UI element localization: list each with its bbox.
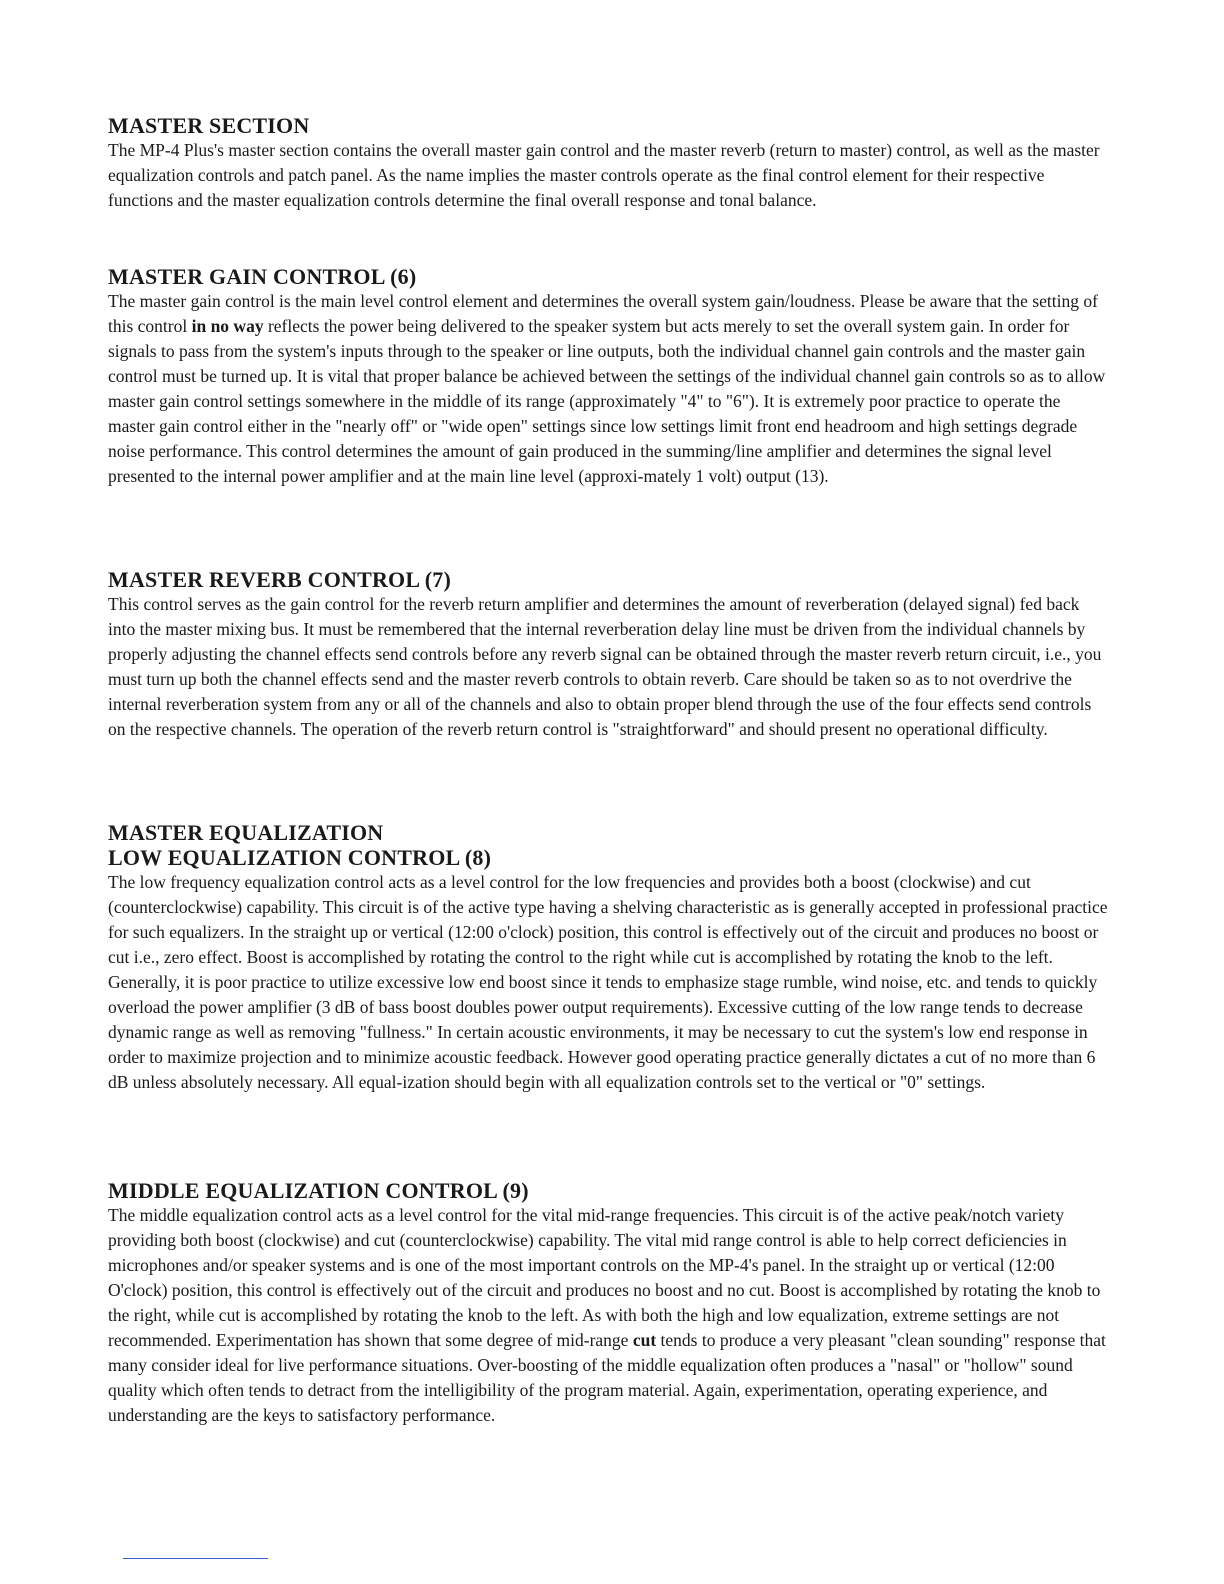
section-subheading: LOW EQUALIZATION CONTROL (8) bbox=[108, 845, 492, 870]
body-text: reflects the power being delivered to the speaker system but acts merely to set the overall system gain. In order for signals to pass from the system's inputs through to the speaker or line outputs, both the individual channel gain controls and the master gain control must be turned up. It is vital that proper balance be achieved between the settings of the individual channel gain controls so as to allow master gain control settings somewhere in the middle of its range (approximately "4" to "6"). It is extremely poor practice to operate the master gain control either in the "nearly off" or "wide open" settings since low settings limit front end headroom and high settings degrade noise performance. This control determines the amount of gain produced in the summing/line amplifier and determines the signal level presented to the internal power amplifier and at the main line level (approxi-mately 1 volt) output (13). bbox=[108, 316, 1106, 486]
section-heading: MIDDLE EQUALIZATION CONTROL (9) bbox=[108, 1178, 529, 1203]
middle-equalization-section bbox=[108, 1178, 1108, 1428]
section-heading: MASTER GAIN CONTROL (6) bbox=[108, 264, 417, 289]
footer-divider bbox=[123, 1558, 268, 1559]
section-heading: MASTER EQUALIZATION bbox=[108, 820, 384, 845]
emphasis-text: cut bbox=[632, 1330, 657, 1350]
master-section bbox=[108, 113, 1108, 213]
section-heading: MASTER REVERB CONTROL (7) bbox=[108, 567, 451, 592]
section-body bbox=[108, 1203, 1108, 1428]
body-text: The middle equalization control acts as a level control for the vital mid-range frequencies. This circuit is of the active peak/notch variety providing both boost (clockwise) and cut (counterclockwise) capability. The vital mid range control is able to help correct deficiencies in microphones and/or speaker systems and is one of the most important controls on the MP-4's panel. In the straight up or vertical (12:00 O'clock) position, this control is effectively out of the circuit and produces no boost and no cut. Boost is accomplished by rotating the knob to the right, while cut is accomplished by rotating the knob to the left. As with both the high and low equalization, extreme settings are not recommended. Experimentation has shown that some degree of mid-range bbox=[108, 1205, 1101, 1350]
section-body: The low frequency equalization control acts as a level control for the low frequencies and provides both a boost (clockwise) and cut (counterclockwise) capability. This circuit is of the active type having a shelving characteristic as is generally accepted in professional practice for such equalizers. In the straight up or vertical (12:00 o'clock) position, this control is effectively out of the circuit and produces no boost or cut i.e., zero effect. Boost is accomplished by rotating the control to the right while cut is accomplished by rotating the knob to the left. Generally, it is poor practice to utilize excessive low end boost since it tends to emphasize stage rumble, wind noise, etc. and tends to quickly overload the power amplifier (3 dB of bass boost doubles power output requirements). Excessive cutting of the low range tends to decrease dynamic range as well as removing "fullness." In certain acoustic environments, it may be necessary to cut the system's low end response in order to maximize projection and to minimize acoustic feedback. However good operating practice generally dictates a cut of no more than 6 dB unless absolutely necessary. All equal-ization should begin with all equalization controls set to the vertical or "0" settings. bbox=[108, 872, 1108, 1092]
section-body: The MP-4 Plus's master section contains the overall master gain control and the master reverb (return to master) control, as well as the master equalization controls and patch panel. As the name implies the master controls operate as the final control element for their respective functions and the master equalization controls determine the final overall response and tonal balance. bbox=[108, 140, 1100, 210]
master-gain-control-section bbox=[108, 264, 1108, 489]
section-body bbox=[108, 289, 1108, 489]
body-text: tends to produce a very pleasant "clean sounding" response that many consider ideal for live performance situations. Over-boosting of the middle equalization often produces a "nasal" or "hollow" sound quality which often tends to detract from the intelligibility of the program material. Again, experimentation, operating experience, and understanding are the keys to satisfactory performance. bbox=[108, 1330, 1106, 1425]
section-body: This control serves as the gain control for the reverb return amplifier and determines the amount of reverberation (delayed signal) fed back into the master mixing bus. It must be remembered that the internal reverberation delay line must be driven from the individual channels by properly adjusting the channel effects send controls before any reverb signal can be obtained through the master reverb return circuit, i.e., you must turn up both the channel effects send and the master reverb controls to obtain reverb. Care should be taken so as to not overdrive the internal reverberation system from any or all of the channels and also to obtain proper blend through the use of the four effects send controls on the respective channels. The operation of the reverb return control is "straightforward" and should present no operational difficulty. bbox=[108, 594, 1102, 739]
emphasis-text: in no way bbox=[191, 316, 264, 336]
body-text: The master gain control is the main level control element and determines the overall system gain/loudness. Please be aware that the setting of this control bbox=[108, 291, 1098, 336]
master-reverb-control-section bbox=[108, 567, 1108, 742]
master-equalization-section bbox=[108, 820, 1108, 1095]
section-heading: MASTER SECTION bbox=[108, 113, 310, 138]
